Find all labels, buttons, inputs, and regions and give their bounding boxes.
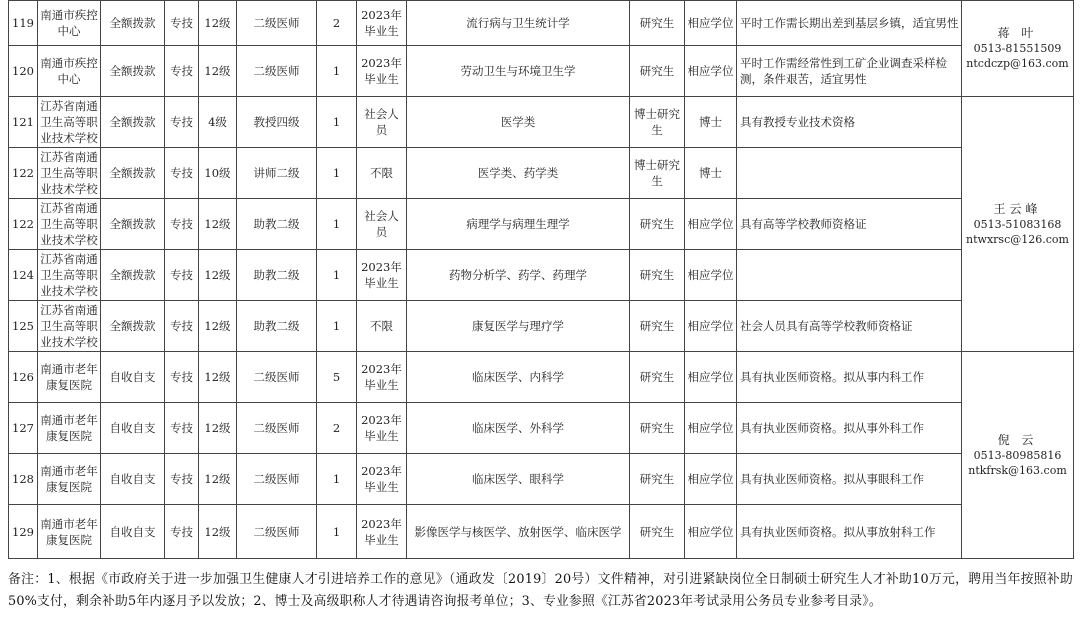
unit-name-cell: 南通市老年康复医院 xyxy=(38,352,101,403)
other-requirements-cell xyxy=(737,148,962,199)
education-requirement-cell: 研究生 xyxy=(630,403,685,454)
contact-name: 王云峰 xyxy=(993,201,1042,216)
hiring-count-cell: 1 xyxy=(317,199,357,250)
hiring-count-cell: 5 xyxy=(317,352,357,403)
applicant-target-cell: 不限 xyxy=(357,148,407,199)
education-requirement-cell: 研究生 xyxy=(630,46,685,97)
education-requirement-cell: 研究生 xyxy=(630,301,685,352)
education-requirement-cell: 研究生 xyxy=(630,352,685,403)
row-number-cell: 122 xyxy=(9,199,38,250)
funding-type-cell: 全额拨款 xyxy=(101,199,165,250)
post-title-cell: 助教二级 xyxy=(237,250,317,301)
post-category-cell: 专技 xyxy=(165,97,199,148)
row-number-cell: 126 xyxy=(9,352,38,403)
hiring-count-cell: 1 xyxy=(317,301,357,352)
contact-email: ntkfrsk@163.com xyxy=(968,463,1067,477)
post-title-cell: 讲师二级 xyxy=(237,148,317,199)
post-category-cell: 专技 xyxy=(165,403,199,454)
post-level-cell: 12级 xyxy=(199,46,237,97)
post-title-cell: 教授四级 xyxy=(237,97,317,148)
required-major-cell: 医学类 xyxy=(407,97,630,148)
hiring-count-cell: 1 xyxy=(317,505,357,559)
unit-name-cell: 江苏省南通卫生高等职业技术学校 xyxy=(38,199,101,250)
post-level-cell: 12级 xyxy=(199,505,237,559)
degree-requirement-cell: 相应学位 xyxy=(685,454,737,505)
other-requirements-cell: 具有执业医师资格。拟从事内科工作 xyxy=(737,352,962,403)
hiring-count-cell: 2 xyxy=(317,403,357,454)
contact-cell xyxy=(962,352,1074,559)
required-major-cell: 临床医学、内科学 xyxy=(407,352,630,403)
recruitment-table xyxy=(8,0,1074,559)
education-requirement-cell: 研究生 xyxy=(630,199,685,250)
contact-email: ntwxrsc@126.com xyxy=(966,232,1069,246)
table-row xyxy=(9,199,1074,250)
applicant-target-cell: 社会人员 xyxy=(357,97,407,148)
contact-phone: 0513-81551509 xyxy=(973,42,1062,55)
degree-requirement-cell: 博士 xyxy=(685,148,737,199)
contact-name: 蒋 叶 xyxy=(997,26,1038,40)
row-number-cell: 127 xyxy=(9,403,38,454)
post-title-cell: 二级医师 xyxy=(237,403,317,454)
post-level-cell: 12级 xyxy=(199,199,237,250)
post-category-cell: 专技 xyxy=(165,46,199,97)
post-category-cell: 专技 xyxy=(165,352,199,403)
post-title-cell: 二级医师 xyxy=(237,505,317,559)
education-requirement-cell: 研究生 xyxy=(630,454,685,505)
unit-name-cell: 南通市老年康复医院 xyxy=(38,454,101,505)
applicant-target-cell: 社会人员 xyxy=(357,199,407,250)
contact-cell xyxy=(962,97,1074,352)
post-category-cell: 专技 xyxy=(165,250,199,301)
table-row xyxy=(9,46,1074,97)
row-number-cell: 128 xyxy=(9,454,38,505)
table-row xyxy=(9,352,1074,403)
required-major-cell: 医学类、药学类 xyxy=(407,148,630,199)
contact-email: ntcdczp@163.com xyxy=(966,57,1069,70)
table-row xyxy=(9,301,1074,352)
required-major-cell: 病理学与病理生理学 xyxy=(407,199,630,250)
unit-name-cell: 南通市疾控中心 xyxy=(38,1,101,46)
education-requirement-cell: 研究生 xyxy=(630,505,685,559)
funding-type-cell: 自收自支 xyxy=(101,352,165,403)
required-major-cell: 劳动卫生与环境卫生学 xyxy=(407,46,630,97)
funding-type-cell: 全额拨款 xyxy=(101,46,165,97)
other-requirements-cell: 具有执业医师资格。拟从事放射科工作 xyxy=(737,505,962,559)
other-requirements-cell: 具有教授专业技术资格 xyxy=(737,97,962,148)
post-level-cell: 10级 xyxy=(199,148,237,199)
funding-type-cell: 自收自支 xyxy=(101,403,165,454)
education-requirement-cell: 博士研究生 xyxy=(630,97,685,148)
post-title-cell: 二级医师 xyxy=(237,46,317,97)
funding-type-cell: 全额拨款 xyxy=(101,301,165,352)
contact-name: 倪 云 xyxy=(997,432,1038,447)
row-number-cell: 124 xyxy=(9,250,38,301)
contact-cell xyxy=(962,1,1074,97)
table-row xyxy=(9,1,1074,46)
hiring-count-cell: 1 xyxy=(317,454,357,505)
funding-type-cell: 全额拨款 xyxy=(101,148,165,199)
row-number-cell: 121 xyxy=(9,97,38,148)
funding-type-cell: 自收自支 xyxy=(101,454,165,505)
degree-requirement-cell: 相应学位 xyxy=(685,46,737,97)
required-major-cell: 流行病与卫生统计学 xyxy=(407,1,630,46)
row-number-cell: 122 xyxy=(9,148,38,199)
post-level-cell: 12级 xyxy=(199,250,237,301)
education-requirement-cell: 博士研究生 xyxy=(630,148,685,199)
other-requirements-cell: 具有高等学校教师资格证 xyxy=(737,199,962,250)
education-requirement-cell: 研究生 xyxy=(630,250,685,301)
post-title-cell: 二级医师 xyxy=(237,1,317,46)
contact-phone: 0513-80985816 xyxy=(973,448,1062,462)
row-number-cell: 125 xyxy=(9,301,38,352)
funding-type-cell: 全额拨款 xyxy=(101,1,165,46)
unit-name-cell: 南通市老年康复医院 xyxy=(38,505,101,559)
contact-phone: 0513-51083168 xyxy=(973,217,1062,231)
post-category-cell: 专技 xyxy=(165,148,199,199)
post-title-cell: 二级医师 xyxy=(237,454,317,505)
unit-name-cell: 南通市疾控中心 xyxy=(38,46,101,97)
other-requirements-cell xyxy=(737,250,962,301)
hiring-count-cell: 1 xyxy=(317,148,357,199)
degree-requirement-cell: 相应学位 xyxy=(685,352,737,403)
post-title-cell: 二级医师 xyxy=(237,352,317,403)
post-level-cell: 12级 xyxy=(199,454,237,505)
applicant-target-cell: 2023年毕业生 xyxy=(357,454,407,505)
funding-type-cell: 自收自支 xyxy=(101,505,165,559)
post-title-cell: 助教二级 xyxy=(237,199,317,250)
applicant-target-cell: 2023年毕业生 xyxy=(357,46,407,97)
applicant-target-cell: 2023年毕业生 xyxy=(357,505,407,559)
applicant-target-cell: 2023年毕业生 xyxy=(357,1,407,46)
other-requirements-cell: 社会人员具有高等学校教师资格证 xyxy=(737,301,962,352)
funding-type-cell: 全额拨款 xyxy=(101,97,165,148)
post-level-cell: 12级 xyxy=(199,352,237,403)
table-row xyxy=(9,505,1074,559)
hiring-count-cell: 1 xyxy=(317,250,357,301)
other-requirements-cell: 平时工作需经常性到工矿企业调查采样检测，条件艰苦，适宜男性 xyxy=(737,46,962,97)
post-category-cell: 专技 xyxy=(165,301,199,352)
applicant-target-cell: 2023年毕业生 xyxy=(357,403,407,454)
hiring-count-cell: 1 xyxy=(317,46,357,97)
degree-requirement-cell: 博士 xyxy=(685,97,737,148)
other-requirements-cell: 具有执业医师资格。拟从事眼科工作 xyxy=(737,454,962,505)
unit-name-cell: 江苏省南通卫生高等职业技术学校 xyxy=(38,148,101,199)
degree-requirement-cell: 相应学位 xyxy=(685,301,737,352)
post-category-cell: 专技 xyxy=(165,199,199,250)
applicant-target-cell: 2023年毕业生 xyxy=(357,250,407,301)
degree-requirement-cell: 相应学位 xyxy=(685,1,737,46)
degree-requirement-cell: 相应学位 xyxy=(685,505,737,559)
unit-name-cell: 江苏省南通卫生高等职业技术学校 xyxy=(38,97,101,148)
unit-name-cell: 江苏省南通卫生高等职业技术学校 xyxy=(38,250,101,301)
required-major-cell: 临床医学、外科学 xyxy=(407,403,630,454)
degree-requirement-cell: 相应学位 xyxy=(685,250,737,301)
recruitment-table-sheet xyxy=(8,0,1073,559)
required-major-cell: 临床医学、眼科学 xyxy=(407,454,630,505)
other-requirements-cell: 平时工作需长期出差到基层乡镇，适宜男性 xyxy=(737,1,962,46)
post-level-cell: 4级 xyxy=(199,97,237,148)
hiring-count-cell: 1 xyxy=(317,97,357,148)
footnote-remarks: 备注：1、根据《市政府关于进一步加强卫生健康人才引进培养工作的意见》（通政发〔2019〕20号）文件精神，对引进紧缺岗位全日制硕士研究生人才补助10万元，聘用当年按照补助50%支付，剩余补助5年内逐月予以发放；2、博士及高级职称人才待遇请咨询报考单位；3、专业参照《江苏省2023年考试录用公务员专业参考目录》。 xyxy=(8,572,1073,609)
other-requirements-cell: 具有执业医师资格。拟从事外科工作 xyxy=(737,403,962,454)
row-number-cell: 119 xyxy=(9,1,38,46)
applicant-target-cell: 2023年毕业生 xyxy=(357,352,407,403)
degree-requirement-cell: 相应学位 xyxy=(685,199,737,250)
hiring-count-cell: 2 xyxy=(317,1,357,46)
post-level-cell: 12级 xyxy=(199,301,237,352)
post-title-cell: 助教二级 xyxy=(237,301,317,352)
table-row xyxy=(9,148,1074,199)
required-major-cell: 康复医学与理疗学 xyxy=(407,301,630,352)
unit-name-cell: 南通市老年康复医院 xyxy=(38,403,101,454)
unit-name-cell: 江苏省南通卫生高等职业技术学校 xyxy=(38,301,101,352)
table-row xyxy=(9,250,1074,301)
post-category-cell: 专技 xyxy=(165,454,199,505)
funding-type-cell: 全额拨款 xyxy=(101,250,165,301)
required-major-cell: 药物分析学、药学、药理学 xyxy=(407,250,630,301)
applicant-target-cell: 不限 xyxy=(357,301,407,352)
table-row xyxy=(9,403,1074,454)
post-level-cell: 12级 xyxy=(199,403,237,454)
post-category-cell: 专技 xyxy=(165,505,199,559)
required-major-cell: 影像医学与核医学、放射医学、临床医学 xyxy=(407,505,630,559)
table-row xyxy=(9,97,1074,148)
education-requirement-cell: 研究生 xyxy=(630,1,685,46)
table-row xyxy=(9,454,1074,505)
post-category-cell: 专技 xyxy=(165,1,199,46)
degree-requirement-cell: 相应学位 xyxy=(685,403,737,454)
row-number-cell: 129 xyxy=(9,505,38,559)
row-number-cell: 120 xyxy=(9,46,38,97)
post-level-cell: 12级 xyxy=(199,1,237,46)
